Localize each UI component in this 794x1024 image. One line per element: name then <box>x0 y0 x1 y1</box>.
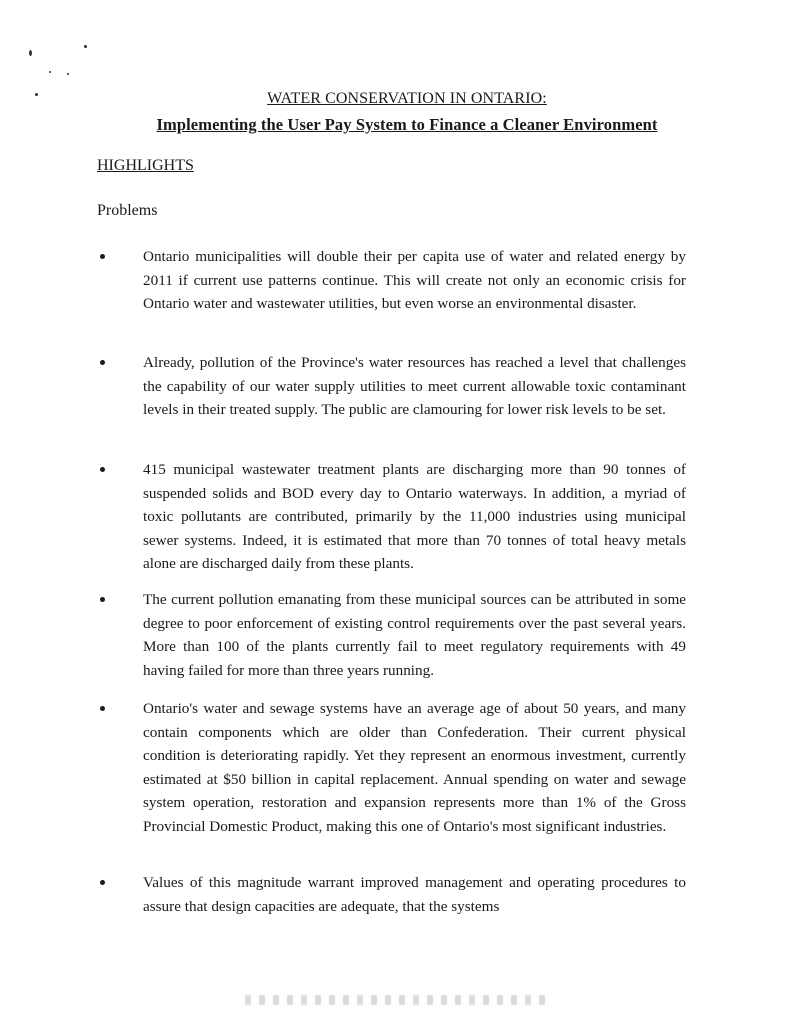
document-subtitle: Implementing the User Pay System to Finance a Cleaner Environment <box>156 115 658 134</box>
subsection-heading-problems: Problems <box>97 202 158 219</box>
scan-speck <box>49 71 51 73</box>
bullet-text: The current pollution emanating from these municipal sources can be attributed in some degree to poor enforcement of existing control requirements over the past several years. More than 100 of the plants currently fail to meet regulatory requirements with 49 having failed for more than three years running. <box>143 591 686 679</box>
bullet-icon <box>100 467 105 472</box>
scan-speck <box>67 73 69 75</box>
bullet-icon <box>100 254 105 259</box>
bullet-text: Already, pollution of the Province's water resources has reached a level that challenges the capability of our water supply utilities to meet current allowable toxic contaminant levels in their treated supply. The public are clamouring for lower risk levels to be set. <box>143 354 686 418</box>
bullet-icon <box>100 880 105 885</box>
bullet-text: Values of this magnitude warrant improved management and operating procedures to assure that design capacities are adequate, that the systems <box>143 874 686 915</box>
scan-speck <box>84 45 87 48</box>
scan-footer-noise <box>245 995 545 1005</box>
scan-speck <box>29 50 32 56</box>
bullet-icon <box>100 360 105 365</box>
bullet-icon <box>100 597 105 602</box>
section-heading-highlights: HIGHLIGHTS <box>97 157 194 174</box>
bullet-text: Ontario municipalities will double their per capita use of water and related energy by 2011 if current use patterns continue. This will create not only an economic crisis for Ontario water and wastewater utilities, but even worse an environmental disaster. <box>143 248 686 312</box>
bullet-icon <box>100 706 105 711</box>
bullet-text: Ontario's water and sewage systems have an average age of about 50 years, and many contain components which are older than Confederation. Their current physical condition is deteriorating rapidly. Yet they represent an enormous investment, currently estimated at $50 billion in capital replacement. Annual spending on water and sewage system operation, restoration and expansion represents more than 1% of the Gross Provincial Domestic Product, making this one of Ontario's most significant industries. <box>143 700 686 835</box>
document-title: WATER CONSERVATION IN ONTARIO: <box>267 90 547 107</box>
bullet-text: 415 municipal wastewater treatment plants are discharging more than 90 tonnes of suspended solids and BOD every day to Ontario waterways. In addition, a myriad of toxic pollutants are contributed, primarily by the 11,000 industries using municipal sewer systems. Indeed, it is estimated that more than 70 tonnes of total heavy metals alone are discharged daily from these plants. <box>143 461 686 572</box>
